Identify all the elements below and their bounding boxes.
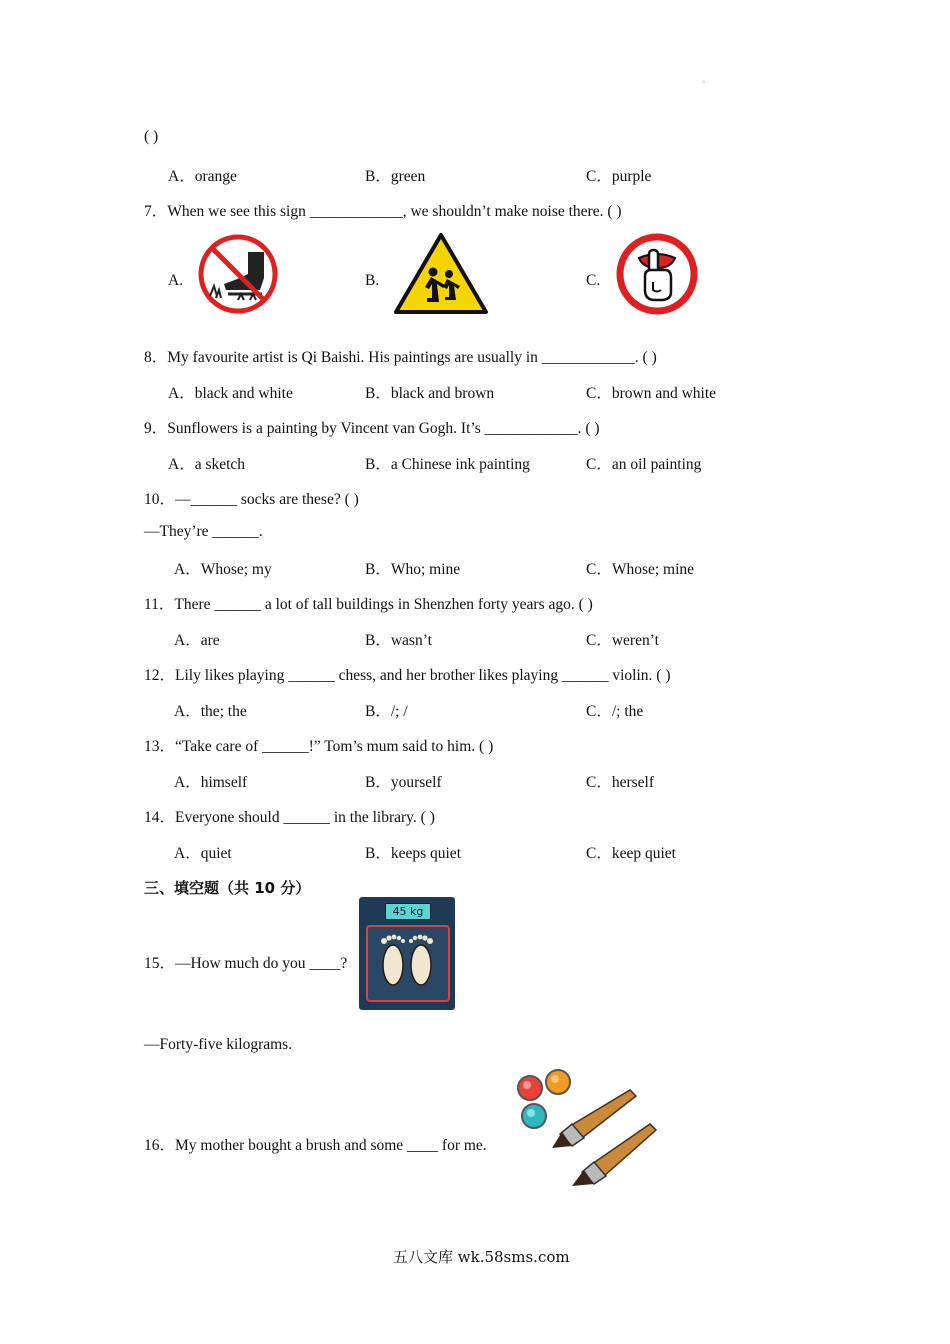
- q7-option-b-label: B.: [365, 272, 380, 289]
- q11-option-c: C．weren’t: [586, 632, 659, 649]
- q7-question: 7．When we see this sign ____________, we shouldn’t make noise there. ( ): [144, 203, 622, 220]
- q9-option-c: C．an oil painting: [586, 456, 702, 473]
- scale-display: 45 kg: [385, 903, 431, 920]
- q10-option-c: C．Whose; mine: [586, 561, 695, 578]
- q8-question: 8．My favourite artist is Qi Baishi. His paintings are usually in ____________. ( ): [144, 349, 657, 366]
- q12-question: 12．Lily likes playing ______ chess, and her brother likes playing ______ violin. ( ): [144, 667, 671, 684]
- q11-option-a: A．are: [174, 632, 220, 649]
- q13-option-a: A．himself: [174, 774, 248, 791]
- no-trampling-grass-sign-icon: [198, 234, 278, 314]
- q6-option-a: A．orange: [168, 168, 237, 185]
- q6-option-c: C．purple: [586, 168, 652, 185]
- q10-question: 10．—______ socks are these? ( ): [144, 491, 359, 508]
- q10-option-b: B．Who; mine: [365, 561, 461, 578]
- q7-option-c-label: C.: [586, 272, 601, 289]
- q13-option-c: C．herself: [586, 774, 655, 791]
- q12-option-c: C．/; the: [586, 703, 644, 720]
- q10-answer-line: —They’re ______.: [144, 523, 263, 540]
- q16-question: 16．My mother bought a brush and some ____ for me.: [144, 1137, 487, 1154]
- q12-option-a: A．the; the: [174, 703, 247, 720]
- q8-option-a: A．black and white: [168, 385, 293, 402]
- q15-question: 15．—How much do you ____?: [144, 955, 348, 972]
- top-mark: 。: [702, 75, 710, 84]
- q13-question: 13．“Take care of ______!” Tom’s mum said to him. ( ): [144, 738, 494, 755]
- q12-option-b: B．/; /: [365, 703, 408, 720]
- q13-option-b: B．yourself: [365, 774, 442, 791]
- q11-question: 11．There ______ a lot of tall buildings in Shenzhen forty years ago. ( ): [144, 596, 593, 613]
- section-three-heading: 三、填空题（共 10 分）: [144, 879, 311, 897]
- q8-option-c: C．brown and white: [586, 385, 717, 402]
- q9-question: 9．Sunflowers is a painting by Vincent van Gogh. It’s ____________. ( ): [144, 420, 600, 437]
- q7-option-a-label: A.: [168, 272, 184, 289]
- q6-option-b: B．green: [365, 168, 426, 185]
- children-crossing-warning-sign-icon: [393, 232, 489, 316]
- q9-option-b: B．a Chinese ink painting: [365, 456, 530, 473]
- q8-option-b: B．black and brown: [365, 385, 495, 402]
- paints-and-brushes-icon: [512, 1066, 660, 1190]
- page-footer: 五八文库 wk.58sms.com: [393, 1248, 570, 1266]
- q15-answer-line: —Forty-five kilograms.: [144, 1036, 293, 1053]
- q14-question: 14．Everyone should ______ in the library. ( ): [144, 809, 435, 826]
- q10-option-a: A．Whose; my: [174, 561, 272, 578]
- q14-option-c: C．keep quiet: [586, 845, 676, 862]
- keep-quiet-sign-icon: [615, 232, 699, 316]
- q6-answer-bracket: ( ): [144, 128, 159, 145]
- q9-option-a: A．a sketch: [168, 456, 246, 473]
- q11-option-b: B．wasn’t: [365, 632, 432, 649]
- weighing-scale-image: [359, 897, 455, 1010]
- q14-option-b: B．keeps quiet: [365, 845, 461, 862]
- footprints-icon: [373, 931, 441, 995]
- q14-option-a: A．quiet: [174, 845, 232, 862]
